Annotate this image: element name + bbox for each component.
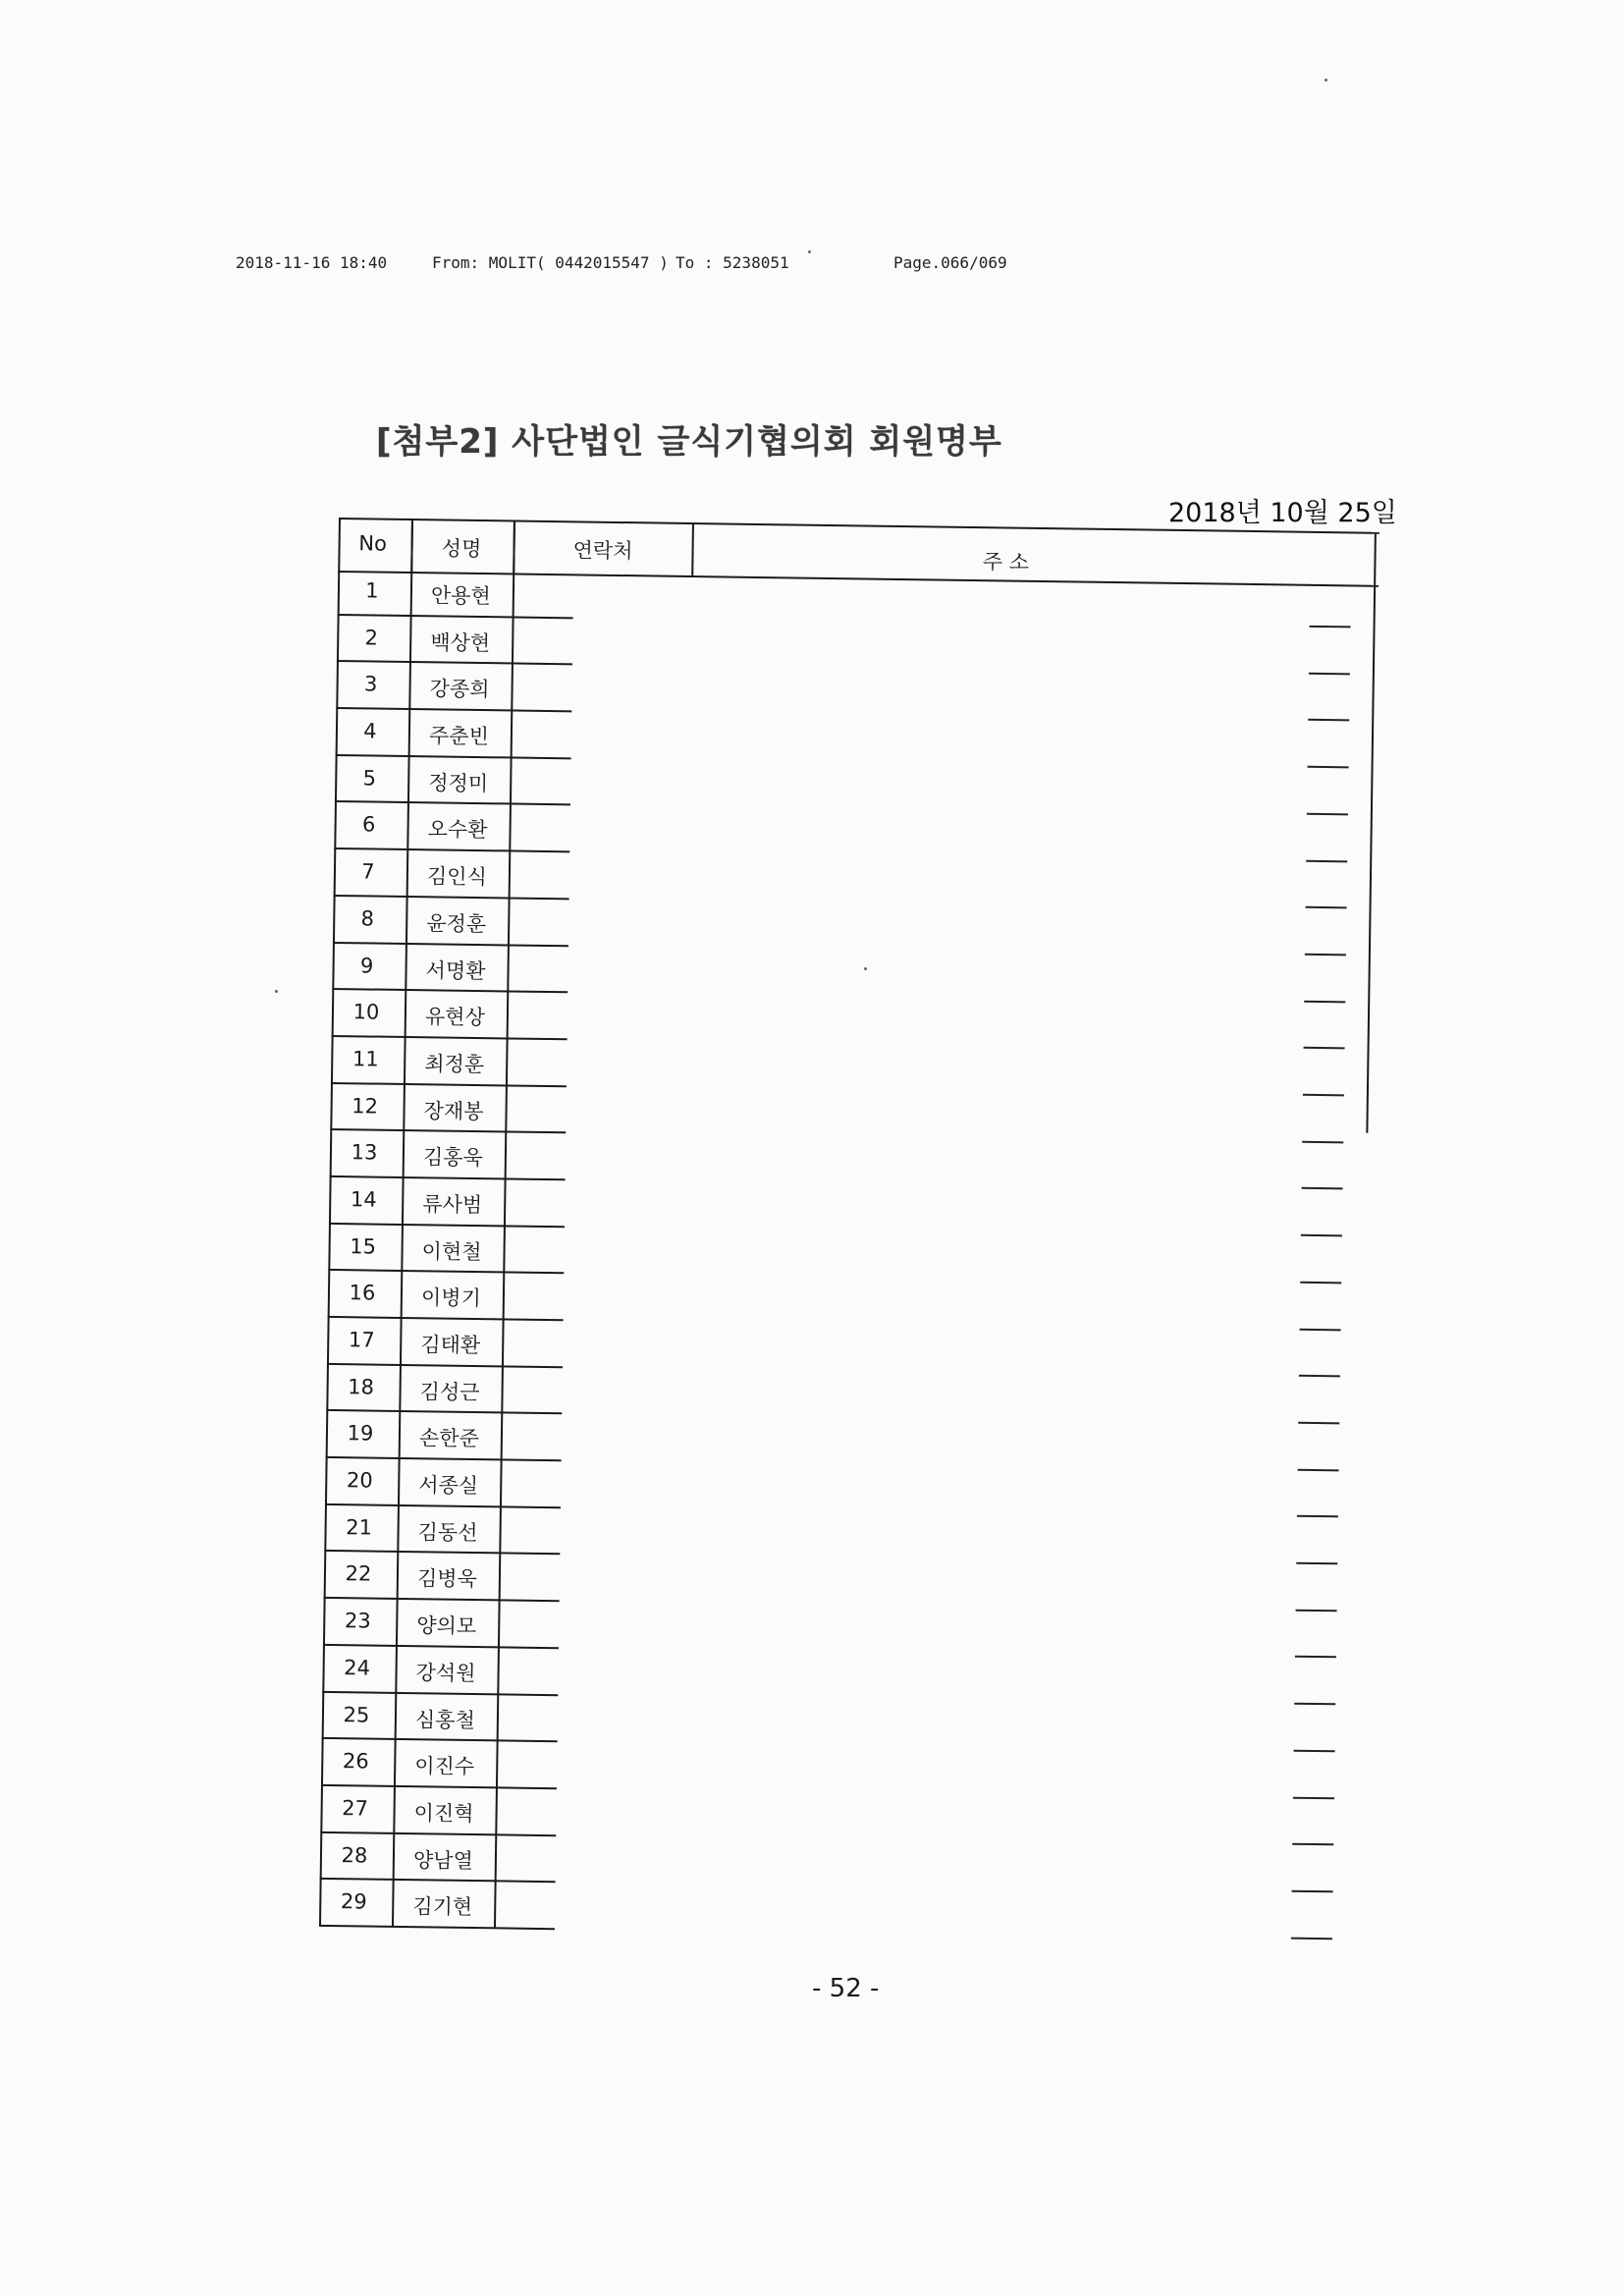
margin-tick bbox=[1296, 1609, 1337, 1612]
page-number: - 52 - bbox=[812, 1974, 880, 2003]
row-number: 19 bbox=[347, 1421, 374, 1446]
table-row bbox=[324, 1505, 561, 1556]
table-row bbox=[329, 1177, 566, 1228]
row-number: 22 bbox=[345, 1561, 372, 1587]
table-row bbox=[328, 1271, 565, 1321]
margin-tick bbox=[1296, 1562, 1337, 1565]
member-name: 김기현 bbox=[412, 1894, 473, 1920]
table-row bbox=[334, 849, 570, 900]
margin-tick bbox=[1302, 1187, 1343, 1190]
table-row bbox=[338, 569, 574, 619]
row-number: 29 bbox=[340, 1889, 367, 1914]
margin-tick bbox=[1300, 1328, 1341, 1331]
margin-tick bbox=[1297, 1515, 1338, 1518]
row-number: 3 bbox=[363, 672, 378, 696]
table-row bbox=[324, 1552, 561, 1602]
header-divider bbox=[691, 524, 694, 575]
margin-tick bbox=[1310, 626, 1351, 629]
table-row bbox=[336, 709, 572, 759]
table-row bbox=[335, 756, 571, 806]
margin-tick bbox=[1303, 1094, 1344, 1097]
member-name: 김병욱 bbox=[416, 1566, 478, 1592]
member-name: 김태환 bbox=[420, 1333, 481, 1358]
header-no: No bbox=[358, 531, 388, 556]
row-number: 9 bbox=[359, 953, 374, 978]
table-row bbox=[331, 1037, 568, 1087]
member-name: 오수환 bbox=[427, 817, 488, 843]
table-row bbox=[332, 943, 568, 993]
row-number: 14 bbox=[350, 1187, 377, 1212]
table-row bbox=[323, 1599, 560, 1649]
margin-tick bbox=[1306, 906, 1347, 909]
member-name: 유현상 bbox=[424, 1005, 485, 1030]
member-name: 주춘빈 bbox=[428, 724, 489, 749]
header-name: 성명 bbox=[441, 536, 482, 562]
table-row bbox=[326, 1411, 563, 1461]
header-contact: 연락처 bbox=[572, 538, 633, 564]
margin-tick bbox=[1301, 1234, 1342, 1237]
fax-to: To : 5238051 bbox=[676, 253, 789, 272]
row-number: 28 bbox=[341, 1842, 368, 1868]
row-number: 4 bbox=[363, 719, 377, 743]
fax-from: From: MOLIT( 0442015547 ) bbox=[432, 253, 669, 272]
margin-tick bbox=[1294, 1703, 1335, 1706]
row-number: 23 bbox=[344, 1609, 371, 1633]
margin-tick bbox=[1308, 719, 1349, 722]
table-row bbox=[327, 1318, 564, 1368]
member-name: 강석원 bbox=[415, 1661, 476, 1685]
margin-tick bbox=[1291, 1937, 1332, 1940]
member-name: 백상현 bbox=[430, 630, 491, 655]
table-row bbox=[320, 1832, 557, 1883]
row-number: 2 bbox=[364, 626, 379, 650]
row-number: 25 bbox=[343, 1702, 370, 1727]
row-number: 12 bbox=[352, 1093, 379, 1119]
member-name: 안용현 bbox=[430, 583, 491, 609]
member-name: 서종실 bbox=[418, 1473, 479, 1499]
row-number: 18 bbox=[348, 1374, 375, 1399]
fax-page: Page.066/069 bbox=[893, 253, 1007, 272]
margin-tick bbox=[1305, 954, 1346, 957]
margin-tick bbox=[1309, 672, 1350, 675]
row-number: 6 bbox=[361, 812, 376, 837]
member-name: 김홍욱 bbox=[422, 1145, 483, 1171]
document-title: [첨부2] 사단법인 글식기협의회 회원명부 bbox=[376, 422, 1002, 462]
member-name: 김동선 bbox=[417, 1519, 478, 1545]
margin-tick bbox=[1292, 1843, 1333, 1846]
row-number: 1 bbox=[365, 578, 379, 603]
margin-tick bbox=[1295, 1656, 1336, 1659]
table-row bbox=[330, 1084, 567, 1134]
header-address: 주 소 bbox=[982, 550, 1030, 574]
row-number: 5 bbox=[362, 766, 377, 791]
scan-speck bbox=[275, 990, 278, 993]
margin-tick bbox=[1304, 1047, 1345, 1050]
table-row bbox=[328, 1225, 565, 1275]
margin-tick bbox=[1307, 813, 1348, 816]
table-row bbox=[337, 616, 573, 666]
row-number: 10 bbox=[352, 1000, 380, 1024]
member-name: 손한준 bbox=[418, 1426, 480, 1451]
table-row bbox=[336, 662, 572, 712]
table-row bbox=[326, 1365, 563, 1415]
member-name: 정정미 bbox=[428, 771, 489, 795]
margin-tick bbox=[1308, 766, 1349, 769]
margin-tick bbox=[1298, 1422, 1339, 1425]
row-number: 17 bbox=[348, 1328, 375, 1352]
table-row bbox=[325, 1458, 562, 1508]
member-name: 김성근 bbox=[419, 1379, 480, 1404]
margin-tick bbox=[1300, 1282, 1341, 1285]
margin-tick bbox=[1306, 859, 1347, 862]
row-number: 13 bbox=[351, 1140, 378, 1165]
row-number: 8 bbox=[360, 906, 375, 931]
member-name: 류사범 bbox=[422, 1192, 483, 1218]
row-number: 20 bbox=[346, 1468, 373, 1493]
member-name: 이현철 bbox=[421, 1238, 482, 1264]
row-number: 24 bbox=[344, 1656, 371, 1680]
fax-datetime: 2018-11-16 18:40 bbox=[236, 253, 388, 272]
margin-tick bbox=[1299, 1375, 1340, 1378]
table-row bbox=[320, 1786, 557, 1836]
member-name: 심홍철 bbox=[414, 1707, 476, 1732]
margin-tick bbox=[1292, 1890, 1333, 1893]
row-number: 27 bbox=[342, 1796, 369, 1821]
right-border bbox=[1366, 534, 1377, 1133]
row-number: 26 bbox=[342, 1749, 369, 1774]
member-name: 김인식 bbox=[426, 864, 487, 890]
member-name: 양남열 bbox=[412, 1847, 474, 1873]
member-name: 이병기 bbox=[420, 1285, 481, 1311]
table-row bbox=[322, 1692, 559, 1742]
margin-tick bbox=[1298, 1468, 1339, 1471]
table-row bbox=[333, 897, 569, 947]
table-row bbox=[319, 1880, 556, 1930]
member-name: 강종희 bbox=[429, 677, 490, 702]
member-name: 장재봉 bbox=[423, 1098, 484, 1123]
scan-speck bbox=[808, 250, 811, 253]
margin-tick bbox=[1294, 1749, 1335, 1752]
scan-speck bbox=[864, 967, 867, 970]
table-row bbox=[334, 802, 570, 852]
member-name: 서명환 bbox=[425, 957, 486, 983]
margin-tick bbox=[1302, 1140, 1343, 1143]
member-name: 윤정훈 bbox=[426, 911, 487, 936]
document-date: 2018년 10월 25일 bbox=[1168, 498, 1397, 528]
table-row bbox=[322, 1646, 559, 1696]
table-row bbox=[330, 1130, 567, 1180]
member-table bbox=[318, 518, 1379, 1976]
table-row bbox=[321, 1739, 558, 1789]
member-name: 이진수 bbox=[414, 1754, 475, 1779]
row-number: 7 bbox=[361, 859, 375, 884]
margin-tick bbox=[1304, 1000, 1345, 1003]
member-name: 양의모 bbox=[416, 1613, 477, 1639]
row-number: 21 bbox=[346, 1514, 373, 1540]
row-number: 16 bbox=[349, 1281, 376, 1305]
scan-speck bbox=[1325, 79, 1327, 82]
member-name: 이진혁 bbox=[413, 1801, 474, 1826]
member-name: 최정훈 bbox=[424, 1052, 485, 1076]
margin-tick bbox=[1293, 1796, 1334, 1799]
table-row bbox=[332, 990, 568, 1040]
row-number: 11 bbox=[352, 1047, 379, 1071]
row-number: 15 bbox=[350, 1233, 377, 1259]
table-body bbox=[319, 569, 573, 1930]
